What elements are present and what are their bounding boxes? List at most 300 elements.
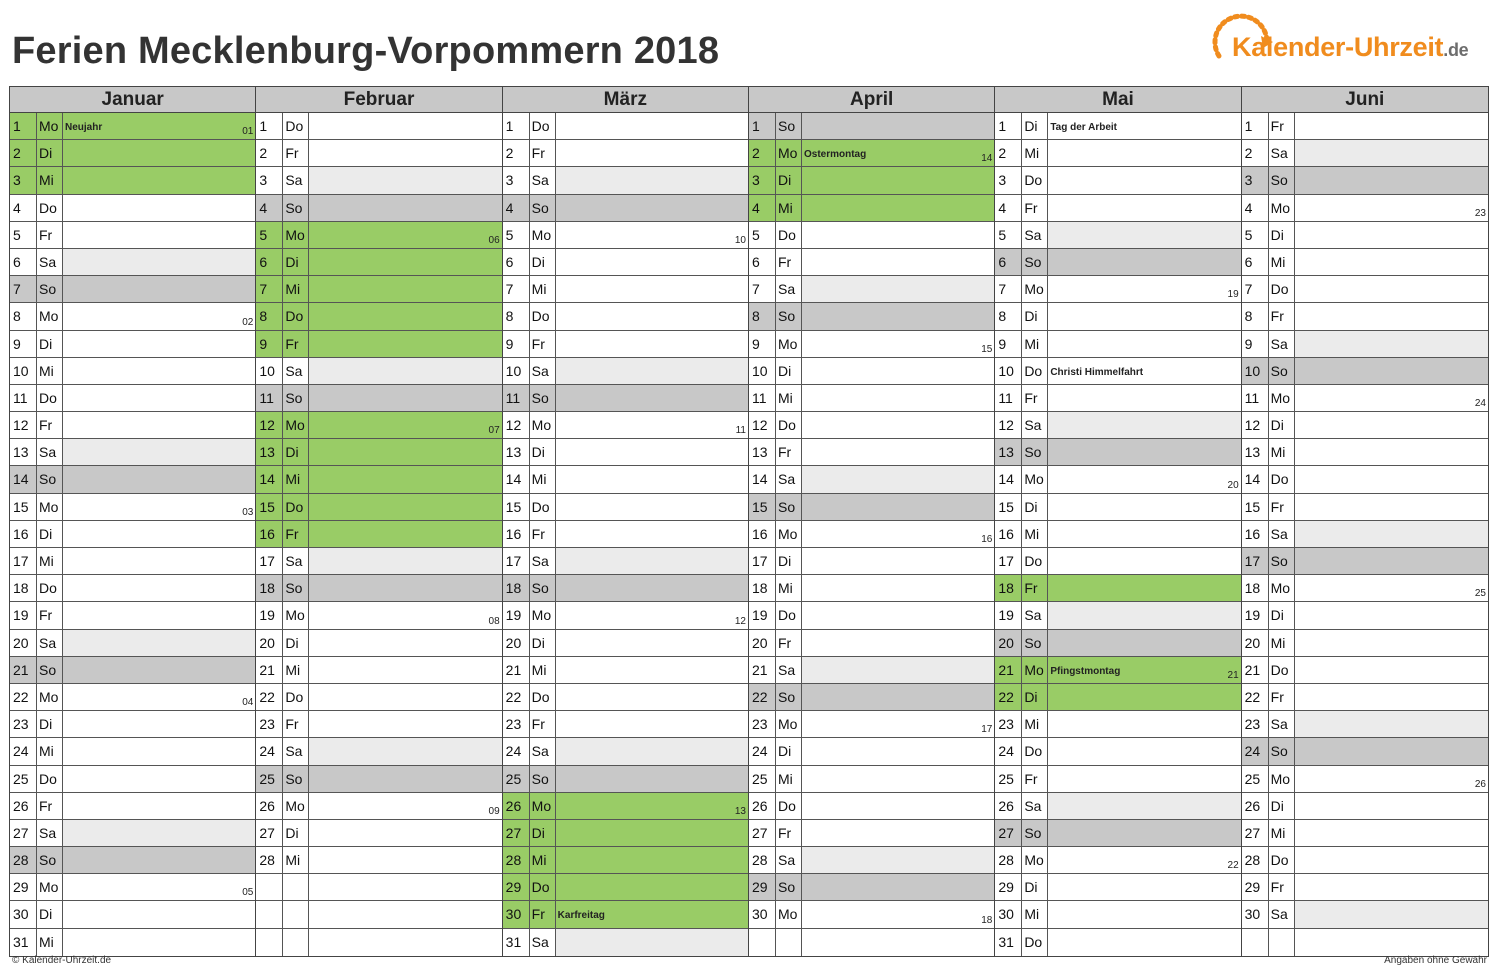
day-number: 22 bbox=[10, 684, 37, 710]
day-number: 7 bbox=[1242, 276, 1269, 302]
day-row bbox=[1242, 738, 1488, 765]
weekday: Mi bbox=[776, 575, 802, 601]
day-number: 17 bbox=[10, 548, 37, 574]
day-row bbox=[503, 303, 748, 330]
event-cell bbox=[802, 494, 994, 520]
day-row bbox=[749, 657, 994, 684]
day-row bbox=[749, 901, 994, 928]
day-number: 29 bbox=[1242, 874, 1269, 900]
day-number: 8 bbox=[503, 303, 530, 329]
event-cell bbox=[556, 466, 748, 492]
weekday: Di bbox=[1022, 113, 1048, 139]
event-cell bbox=[63, 249, 255, 275]
day-number: 11 bbox=[1242, 385, 1269, 411]
event-cell bbox=[1048, 439, 1240, 465]
event-cell bbox=[1295, 439, 1488, 465]
day-row bbox=[10, 793, 255, 820]
event-cell bbox=[556, 113, 748, 139]
event-cell bbox=[309, 331, 501, 357]
day-row bbox=[256, 439, 501, 466]
weekday: Do bbox=[283, 113, 309, 139]
weekday bbox=[776, 929, 802, 956]
day-row bbox=[749, 331, 994, 358]
day-number: 5 bbox=[995, 222, 1022, 248]
event-cell bbox=[63, 657, 255, 683]
day-number: 12 bbox=[995, 412, 1022, 438]
event-cell bbox=[802, 222, 994, 248]
weekday: So bbox=[283, 195, 309, 221]
day-number: 19 bbox=[256, 602, 283, 628]
event-cell bbox=[1295, 113, 1488, 139]
day-number: 8 bbox=[995, 303, 1022, 329]
day-row bbox=[256, 793, 501, 820]
weekday: Mi bbox=[283, 466, 309, 492]
day-row bbox=[995, 331, 1240, 358]
event-cell bbox=[1295, 466, 1488, 492]
event-cell bbox=[63, 711, 255, 737]
weekday bbox=[1269, 929, 1295, 956]
day-row bbox=[256, 711, 501, 738]
event-cell bbox=[1295, 602, 1488, 628]
day-number: 16 bbox=[10, 521, 37, 547]
day-number: 3 bbox=[503, 167, 530, 193]
weekday: Sa bbox=[1269, 521, 1295, 547]
day-number: 24 bbox=[256, 738, 283, 764]
week-number: 23 bbox=[1474, 207, 1486, 219]
day-row bbox=[10, 521, 255, 548]
day-row bbox=[1242, 358, 1488, 385]
day-number: 6 bbox=[749, 249, 776, 275]
day-row bbox=[1242, 575, 1488, 602]
week-number: 02 bbox=[242, 316, 254, 328]
day-number: 9 bbox=[1242, 331, 1269, 357]
weekday: Mo bbox=[776, 140, 802, 166]
day-row bbox=[1242, 494, 1488, 521]
event-cell bbox=[1048, 602, 1240, 628]
day-number: 13 bbox=[1242, 439, 1269, 465]
day-number: 8 bbox=[749, 303, 776, 329]
event-cell bbox=[1048, 793, 1240, 819]
day-row bbox=[256, 684, 501, 711]
day-number: 15 bbox=[503, 494, 530, 520]
weekday: Sa bbox=[530, 548, 556, 574]
weekday: Sa bbox=[37, 249, 63, 275]
day-row bbox=[10, 575, 255, 602]
weekday: So bbox=[776, 684, 802, 710]
month-column bbox=[256, 87, 502, 956]
day-number: 18 bbox=[503, 575, 530, 601]
day-row bbox=[995, 412, 1240, 439]
week-number: 06 bbox=[488, 234, 500, 246]
weekday: Mo bbox=[1269, 385, 1295, 411]
event-cell bbox=[309, 602, 501, 628]
event-cell bbox=[802, 929, 994, 956]
day-number: 29 bbox=[503, 874, 530, 900]
weekday: So bbox=[776, 494, 802, 520]
day-number: 28 bbox=[995, 847, 1022, 873]
day-row bbox=[995, 466, 1240, 493]
event-cell bbox=[63, 847, 255, 873]
event-cell bbox=[1048, 140, 1240, 166]
day-row bbox=[503, 276, 748, 303]
event-cell bbox=[802, 140, 994, 166]
weekday: Do bbox=[1022, 167, 1048, 193]
day-number: 19 bbox=[10, 602, 37, 628]
day-number: 26 bbox=[256, 793, 283, 819]
day-number: 21 bbox=[1242, 657, 1269, 683]
day-number: 27 bbox=[10, 820, 37, 846]
footer-copyright: © Kalender-Uhrzeit.de bbox=[12, 955, 112, 966]
week-number: 16 bbox=[981, 534, 993, 545]
day-number: 4 bbox=[1242, 195, 1269, 221]
event-cell bbox=[1295, 793, 1488, 819]
day-row bbox=[10, 140, 255, 167]
day-number: 15 bbox=[1242, 494, 1269, 520]
event-cell bbox=[1048, 847, 1240, 873]
day-row bbox=[749, 113, 994, 140]
day-row bbox=[995, 929, 1240, 956]
day-number: 10 bbox=[10, 358, 37, 384]
holiday-label: Karfreitag bbox=[557, 910, 605, 922]
day-row bbox=[10, 711, 255, 738]
weekday: So bbox=[1269, 548, 1295, 574]
weekday: Fr bbox=[37, 412, 63, 438]
day-row bbox=[1242, 195, 1488, 222]
weekday: Di bbox=[530, 439, 556, 465]
weekday: Sa bbox=[283, 358, 309, 384]
day-number: 27 bbox=[503, 820, 530, 846]
day-row bbox=[256, 738, 501, 765]
day-row bbox=[1242, 630, 1488, 657]
event-cell bbox=[1048, 711, 1240, 737]
day-number: 9 bbox=[995, 331, 1022, 357]
weekday: Do bbox=[776, 222, 802, 248]
week-number: 18 bbox=[981, 914, 993, 926]
event-cell bbox=[1048, 494, 1240, 520]
day-row bbox=[1242, 684, 1488, 711]
day-row bbox=[503, 793, 748, 820]
day-number: 26 bbox=[10, 793, 37, 819]
day-row bbox=[256, 575, 501, 602]
day-number: 13 bbox=[10, 439, 37, 465]
day-row bbox=[995, 847, 1240, 874]
weekday: Do bbox=[530, 874, 556, 900]
day-number: 23 bbox=[256, 711, 283, 737]
weekday: Mo bbox=[37, 684, 63, 710]
event-cell bbox=[309, 276, 501, 302]
event-cell bbox=[802, 276, 994, 302]
weekday: So bbox=[530, 766, 556, 792]
event-cell bbox=[309, 195, 501, 221]
day-number bbox=[256, 929, 283, 956]
day-number: 2 bbox=[503, 140, 530, 166]
day-row bbox=[503, 521, 748, 548]
weekday: Di bbox=[776, 167, 802, 193]
event-cell bbox=[63, 358, 255, 384]
weekday: Di bbox=[1269, 793, 1295, 819]
day-row bbox=[256, 766, 501, 793]
weekday: Fr bbox=[1022, 385, 1048, 411]
weekday: Do bbox=[37, 766, 63, 792]
event-cell bbox=[1048, 684, 1240, 710]
day-number: 31 bbox=[995, 929, 1022, 956]
week-number: 04 bbox=[242, 697, 254, 709]
weekday: Mo bbox=[37, 494, 63, 520]
event-cell bbox=[1295, 820, 1488, 846]
event-cell bbox=[63, 602, 255, 628]
day-number: 1 bbox=[749, 113, 776, 139]
day-number: 3 bbox=[995, 167, 1022, 193]
weekday: So bbox=[776, 874, 802, 900]
weekday: Fr bbox=[1022, 575, 1048, 601]
day-row bbox=[503, 439, 748, 466]
day-number: 26 bbox=[1242, 793, 1269, 819]
event-cell bbox=[1295, 874, 1488, 900]
day-row bbox=[995, 385, 1240, 412]
day-row bbox=[503, 358, 748, 385]
event-cell bbox=[1048, 358, 1240, 384]
day-row bbox=[995, 793, 1240, 820]
day-row bbox=[995, 494, 1240, 521]
day-number: 4 bbox=[503, 195, 530, 221]
weekday: Fr bbox=[283, 331, 309, 357]
weekday: Fr bbox=[530, 711, 556, 737]
weekday: Di bbox=[37, 521, 63, 547]
day-number: 9 bbox=[10, 331, 37, 357]
weekday: Fr bbox=[1269, 874, 1295, 900]
weekday: Di bbox=[1022, 874, 1048, 900]
day-row bbox=[1242, 657, 1488, 684]
weekday: Mi bbox=[530, 466, 556, 492]
day-number: 10 bbox=[1242, 358, 1269, 384]
day-row bbox=[995, 602, 1240, 629]
day-number: 2 bbox=[1242, 140, 1269, 166]
month-header: Februar bbox=[256, 87, 501, 113]
day-number: 13 bbox=[503, 439, 530, 465]
day-row bbox=[749, 630, 994, 657]
day-number: 11 bbox=[10, 385, 37, 411]
event-cell bbox=[63, 929, 255, 956]
day-number: 22 bbox=[749, 684, 776, 710]
weekday: Do bbox=[1022, 548, 1048, 574]
event-cell bbox=[1295, 222, 1488, 248]
weekday: Sa bbox=[1269, 331, 1295, 357]
weekday: Do bbox=[1022, 358, 1048, 384]
event-cell bbox=[802, 602, 994, 628]
day-number: 21 bbox=[503, 657, 530, 683]
event-cell bbox=[1295, 331, 1488, 357]
weekday: Mo bbox=[283, 222, 309, 248]
day-number: 26 bbox=[995, 793, 1022, 819]
weekday: Mo bbox=[776, 331, 802, 357]
day-number: 31 bbox=[10, 929, 37, 956]
day-row bbox=[256, 276, 501, 303]
weekday: Fr bbox=[776, 439, 802, 465]
event-cell bbox=[802, 385, 994, 411]
weekday: So bbox=[1269, 738, 1295, 764]
day-number: 15 bbox=[749, 494, 776, 520]
day-number: 23 bbox=[503, 711, 530, 737]
day-number: 21 bbox=[995, 657, 1022, 683]
event-cell bbox=[63, 874, 255, 900]
event-cell bbox=[556, 494, 748, 520]
day-number: 18 bbox=[256, 575, 283, 601]
day-number: 21 bbox=[256, 657, 283, 683]
event-cell bbox=[1295, 575, 1488, 601]
day-number: 11 bbox=[995, 385, 1022, 411]
event-cell bbox=[63, 466, 255, 492]
day-row bbox=[1242, 276, 1488, 303]
day-row bbox=[256, 195, 501, 222]
weekday: Mi bbox=[37, 738, 63, 764]
event-cell bbox=[1295, 929, 1488, 956]
weekday: Sa bbox=[530, 167, 556, 193]
weekday: Sa bbox=[1022, 222, 1048, 248]
day-number: 7 bbox=[749, 276, 776, 302]
event-cell bbox=[1048, 222, 1240, 248]
day-number bbox=[1242, 929, 1269, 956]
week-number: 14 bbox=[981, 153, 993, 165]
event-cell bbox=[1048, 548, 1240, 574]
weekday: Di bbox=[283, 439, 309, 465]
day-number: 17 bbox=[256, 548, 283, 574]
day-number: 10 bbox=[503, 358, 530, 384]
day-row bbox=[10, 113, 255, 140]
weekday: So bbox=[37, 847, 63, 873]
week-number: 13 bbox=[734, 805, 746, 817]
weekday: Mo bbox=[37, 113, 63, 139]
event-cell bbox=[1295, 738, 1488, 764]
day-row bbox=[10, 548, 255, 575]
event-cell bbox=[1048, 657, 1240, 683]
event-cell bbox=[309, 358, 501, 384]
day-number: 9 bbox=[256, 331, 283, 357]
day-row bbox=[10, 657, 255, 684]
event-cell bbox=[1048, 901, 1240, 927]
day-row bbox=[1242, 901, 1488, 928]
day-number: 15 bbox=[995, 494, 1022, 520]
day-number: 24 bbox=[995, 738, 1022, 764]
weekday: Do bbox=[1022, 929, 1048, 956]
event-cell bbox=[802, 521, 994, 547]
day-row bbox=[749, 820, 994, 847]
week-number: 21 bbox=[1227, 669, 1239, 681]
weekday: Mo bbox=[1269, 766, 1295, 792]
event-cell bbox=[556, 412, 748, 438]
event-cell bbox=[802, 439, 994, 465]
event-cell bbox=[309, 766, 501, 792]
day-row bbox=[995, 303, 1240, 330]
day-number: 4 bbox=[749, 195, 776, 221]
event-cell bbox=[309, 113, 501, 139]
event-cell bbox=[309, 466, 501, 492]
weekday: Do bbox=[283, 303, 309, 329]
day-row bbox=[749, 412, 994, 439]
weekday: Mo bbox=[530, 602, 556, 628]
weekday: Do bbox=[776, 602, 802, 628]
day-row bbox=[749, 711, 994, 738]
empty-row bbox=[256, 901, 501, 928]
day-number: 16 bbox=[256, 521, 283, 547]
event-cell bbox=[556, 249, 748, 275]
event-cell bbox=[309, 847, 501, 873]
day-row bbox=[1242, 521, 1488, 548]
month-column bbox=[995, 87, 1241, 956]
day-row bbox=[1242, 303, 1488, 330]
event-cell bbox=[556, 167, 748, 193]
event-cell bbox=[1295, 847, 1488, 873]
event-cell bbox=[309, 385, 501, 411]
day-number: 2 bbox=[10, 140, 37, 166]
day-number: 25 bbox=[503, 766, 530, 792]
day-number: 25 bbox=[256, 766, 283, 792]
day-row bbox=[503, 140, 748, 167]
day-row bbox=[256, 303, 501, 330]
weekday: Fr bbox=[37, 602, 63, 628]
day-row bbox=[1242, 385, 1488, 412]
day-number: 27 bbox=[1242, 820, 1269, 846]
day-number: 28 bbox=[749, 847, 776, 873]
page-title: Ferien Mecklenburg-Vorpommern 2018 bbox=[12, 30, 720, 72]
day-number: 1 bbox=[503, 113, 530, 139]
day-number: 6 bbox=[1242, 249, 1269, 275]
weekday: Mi bbox=[1269, 630, 1295, 656]
weekday: Mi bbox=[37, 358, 63, 384]
day-number: 15 bbox=[10, 494, 37, 520]
event-cell bbox=[63, 684, 255, 710]
day-number: 30 bbox=[503, 901, 530, 927]
event-cell bbox=[63, 439, 255, 465]
day-number: 29 bbox=[995, 874, 1022, 900]
weekday: Sa bbox=[37, 439, 63, 465]
weekday: Mi bbox=[37, 167, 63, 193]
weekday: Mo bbox=[283, 412, 309, 438]
day-row bbox=[503, 195, 748, 222]
day-row bbox=[749, 738, 994, 765]
day-number: 23 bbox=[10, 711, 37, 737]
weekday: Sa bbox=[776, 276, 802, 302]
day-number: 21 bbox=[10, 657, 37, 683]
weekday: Di bbox=[283, 630, 309, 656]
weekday: So bbox=[530, 195, 556, 221]
holiday-label: Tag der Arbeit bbox=[1050, 122, 1117, 133]
weekday: Mi bbox=[530, 657, 556, 683]
event-cell bbox=[63, 766, 255, 792]
day-number: 11 bbox=[749, 385, 776, 411]
day-row bbox=[256, 521, 501, 548]
day-row bbox=[256, 847, 501, 874]
weekday: Mi bbox=[776, 385, 802, 411]
event-cell bbox=[556, 630, 748, 656]
day-number: 17 bbox=[995, 548, 1022, 574]
event-cell bbox=[802, 711, 994, 737]
event-cell bbox=[63, 222, 255, 248]
weekday: Sa bbox=[776, 466, 802, 492]
weekday: Sa bbox=[530, 738, 556, 764]
weekday: Fr bbox=[530, 331, 556, 357]
event-cell bbox=[1295, 630, 1488, 656]
event-cell bbox=[309, 412, 501, 438]
holiday-label: Pfingstmontag bbox=[1050, 665, 1121, 677]
day-row bbox=[10, 466, 255, 493]
event-cell bbox=[63, 738, 255, 764]
day-number: 26 bbox=[749, 793, 776, 819]
day-number: 4 bbox=[10, 195, 37, 221]
site-logo[interactable] bbox=[1205, 12, 1495, 80]
weekday: So bbox=[776, 113, 802, 139]
event-cell bbox=[1048, 195, 1240, 221]
weekday: Mo bbox=[1269, 575, 1295, 601]
